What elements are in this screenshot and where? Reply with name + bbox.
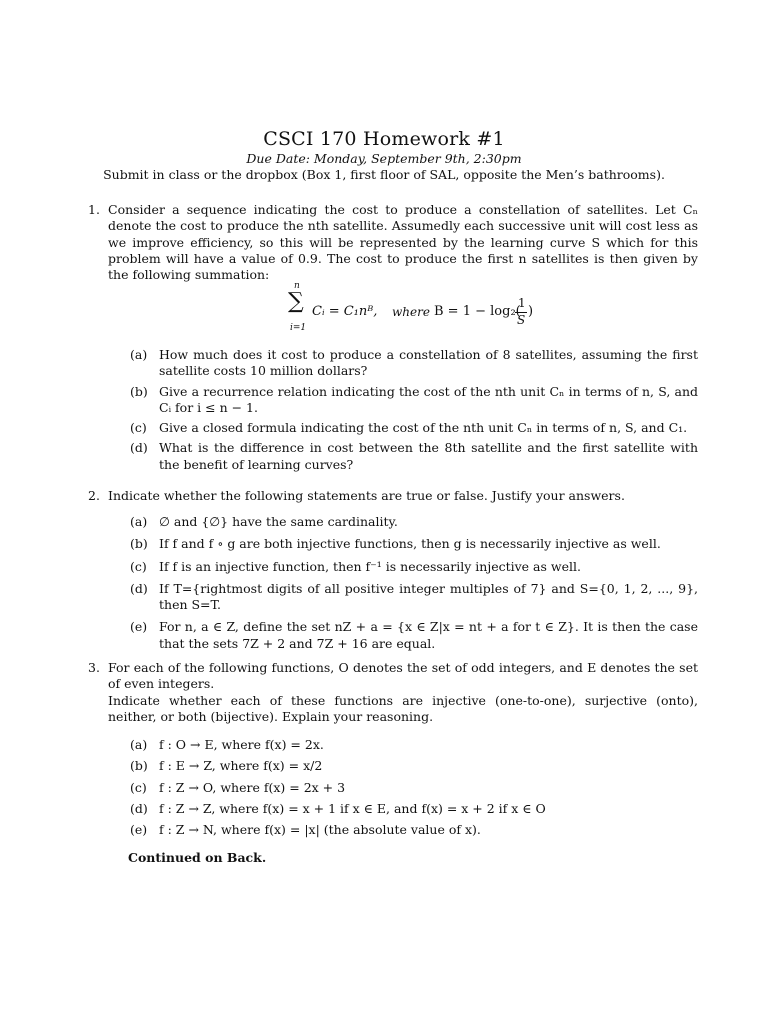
sum-lower-limit: i=1 bbox=[290, 323, 307, 333]
list-item bbox=[130, 581, 698, 614]
part-label: (b) bbox=[130, 758, 148, 774]
part-text: f : Z → N, where f(x) = |x| (the absolute value of x). bbox=[159, 822, 481, 838]
submission-instructions: Submit in class or the dropbox (Box 1, first floor of SAL, opposite the Men’s bathrooms). bbox=[103, 167, 665, 182]
question-text: For each of the following functions, O denotes the set of odd integers, and E denotes the set of even integers. bbox=[108, 660, 698, 692]
part-text: f : O → E, where f(x) = 2x. bbox=[159, 737, 324, 752]
part-text: If f and f ∘ g are both injective functions, then g is necessarily injective as well. bbox=[159, 536, 661, 552]
question-2 bbox=[88, 488, 698, 504]
list-item bbox=[130, 780, 698, 796]
part-label: (b) bbox=[130, 383, 148, 399]
part-label: (c) bbox=[130, 779, 147, 795]
question-1 bbox=[88, 202, 698, 283]
part-text: What is the difference in cost between the 8th satellite and the first satellite with the benefit of learning curves? bbox=[159, 440, 698, 472]
question-3 bbox=[88, 660, 698, 725]
due-date: Due Date: Monday, September 9th, 2:30pm bbox=[246, 151, 522, 166]
formula-where: where bbox=[392, 305, 430, 319]
page-title: CSCI 170 Homework #1 bbox=[263, 128, 505, 150]
part-text: If T={rightmost digits of all positive integer multiples of 7} and S={0, 1, 2, ..., 9}, then S=T. bbox=[159, 580, 698, 613]
list-item bbox=[130, 801, 698, 817]
list-item bbox=[130, 619, 698, 652]
part-text: If f is an injective function, then f⁻¹ is necessarily injective as well. bbox=[159, 558, 581, 574]
part-label: (c) bbox=[130, 558, 147, 574]
question-number: 2. bbox=[88, 488, 100, 503]
part-label: (e) bbox=[130, 619, 148, 635]
part-text: How much does it cost to produce a constellation of 8 satellites, assuming the first satellite costs 10 million dollars? bbox=[159, 347, 698, 379]
fraction-numerator: 1 bbox=[518, 296, 526, 310]
summation-formula bbox=[285, 281, 545, 336]
part-text: For n, a ∈ Z, define the set nZ + a = {x ∈ Z|x = nt + a for t ∈ Z}. It is then the case that the sets 7Z + 2 and 7Z + 16 are equal. bbox=[159, 619, 698, 651]
list-item bbox=[130, 536, 698, 552]
question-3-parts bbox=[130, 737, 698, 838]
question-2-parts bbox=[130, 514, 698, 652]
part-label: (a) bbox=[130, 737, 148, 752]
part-text: f : Z → Z, where f(x) = x + 1 if x ∈ E, and f(x) = x + 2 if x ∈ O bbox=[159, 800, 546, 816]
list-item bbox=[130, 420, 698, 436]
part-label: (a) bbox=[130, 347, 148, 362]
question-number: 1. bbox=[88, 202, 100, 217]
question-number: 3. bbox=[88, 660, 100, 675]
list-item bbox=[130, 822, 698, 838]
formula-close-paren: ) bbox=[528, 304, 534, 319]
continued-note: Continued on Back. bbox=[128, 850, 267, 865]
list-item bbox=[130, 384, 698, 417]
formula-rhs: B = 1 − log₂( bbox=[434, 304, 521, 319]
part-text: Give a recurrence relation indicating the cost of the nth unit Cₙ in terms of n, S, and Cᵢ for i ≤ n − 1. bbox=[159, 383, 698, 415]
question-text: Indicate whether the following statements are true or false. Justify your answers. bbox=[108, 488, 625, 503]
part-label: (e) bbox=[130, 822, 148, 838]
part-label: (d) bbox=[130, 580, 148, 596]
fraction-denominator: S bbox=[517, 313, 526, 327]
part-text: f : E → Z, where f(x) = x/2 bbox=[159, 758, 323, 774]
part-label: (d) bbox=[130, 800, 148, 816]
part-text: f : Z → O, where f(x) = 2x + 3 bbox=[159, 779, 346, 795]
part-label: (b) bbox=[130, 536, 148, 552]
list-item bbox=[130, 737, 698, 753]
part-label: (c) bbox=[130, 420, 147, 436]
question-1-parts bbox=[130, 347, 698, 473]
formula-lhs: Cᵢ = C₁nᴮ, bbox=[312, 304, 378, 319]
part-label: (d) bbox=[130, 440, 148, 456]
list-item bbox=[130, 758, 698, 774]
list-item bbox=[130, 440, 698, 473]
list-item bbox=[130, 347, 698, 380]
list-item bbox=[130, 559, 698, 575]
question-text: Consider a sequence indicating the cost to produce a constellation of satellites. Let Cₙ denote the cost to produce the nth satellite. Assumedly each successive unit will cost less as we improve efficiency, so this will be represented by the learning curve S which for this problem will have a value of 0.9. The cost to produce the first n satellites is then given by the following summation: bbox=[108, 202, 698, 283]
list-item bbox=[130, 514, 698, 530]
part-text: Give a closed formula indicating the cost of the nth unit Cₙ in terms of n, S, and C₁. bbox=[159, 420, 688, 436]
part-text: ∅ and {∅} have the same cardinality. bbox=[159, 514, 398, 529]
question-text-continued: Indicate whether each of these functions are injective (one-to-one), surjective (onto), neither, or both (bijective). Explain your reasoning. bbox=[108, 692, 698, 724]
sigma-symbol: ∑ bbox=[288, 289, 304, 314]
part-label: (a) bbox=[130, 514, 148, 529]
sum-upper-limit: n bbox=[294, 281, 300, 291]
